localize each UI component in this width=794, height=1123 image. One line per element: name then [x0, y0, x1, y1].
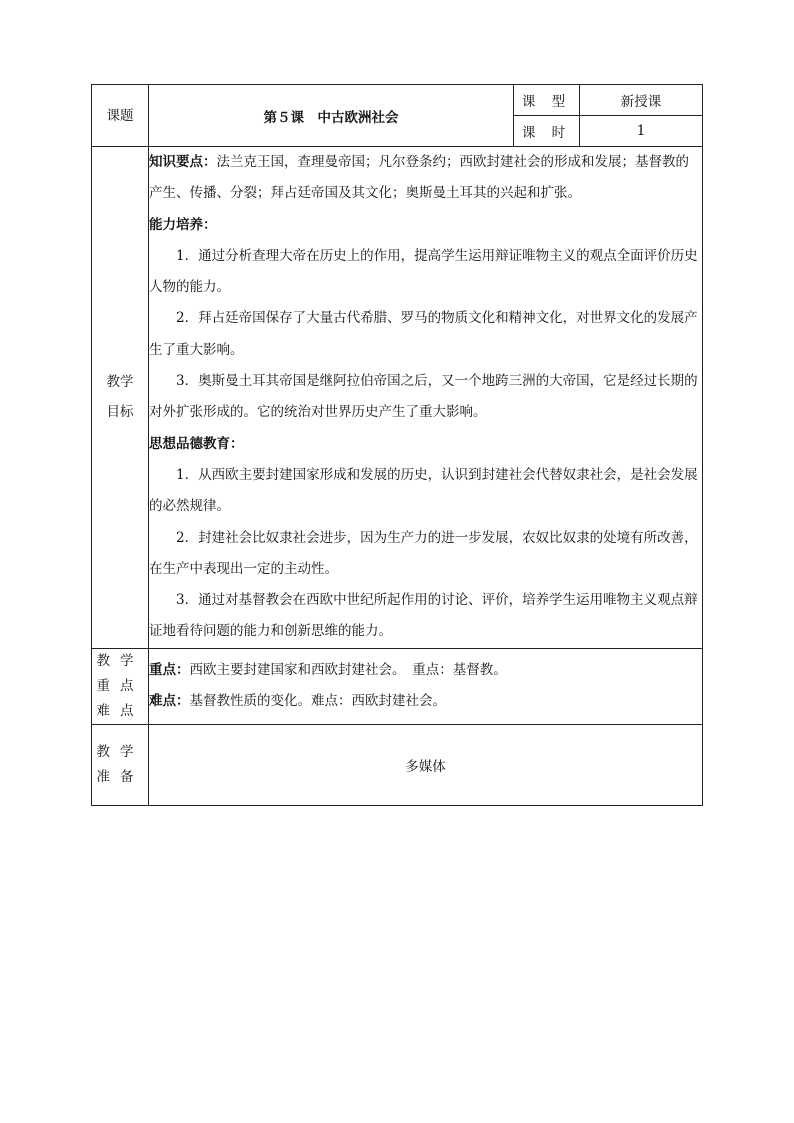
objectives-label-line: 教学 [106, 374, 134, 391]
knowledge-heading: 知识要点： [149, 154, 217, 170]
lesson-title: 第５课 中古欧洲社会 [149, 85, 514, 147]
difficult-point-text: 基督教性质的变化。难点：西欧封建社会。 [189, 693, 446, 710]
objectives-label [92, 147, 149, 649]
preparation-label-line: 准备 [96, 768, 144, 785]
key-point-heading: 重点： [149, 662, 190, 679]
preparation-label [92, 724, 149, 805]
keypoints-label [92, 648, 149, 724]
objectives-label-line: 目标 [106, 404, 134, 421]
preparation-value: 多媒体 [149, 724, 703, 805]
key-point-text: 西欧主要封建国家和西欧封建社会。 重点：基督教。 [189, 662, 507, 679]
keypoints-label-line: 教学 [96, 652, 144, 669]
difficult-point [149, 686, 702, 717]
difficult-point-heading: 难点： [149, 693, 190, 710]
keypoints-label-line: 重点 [96, 677, 144, 694]
type-value: 新授课 [580, 85, 703, 116]
ability-item: 2．拜占廷帝国保存了大量古代希腊、罗马的物质文化和精神文化，对世界文化的发展产生了重大影响。 [149, 310, 698, 358]
keypoints-row [92, 648, 703, 724]
moral-heading: 思想品德教育： [149, 435, 244, 452]
hours-value: 1 [580, 116, 703, 147]
preparation-row [92, 724, 703, 805]
key-point [149, 655, 702, 686]
ability-heading: 能力培养： [149, 216, 217, 233]
preparation-label-line: 教学 [96, 743, 144, 760]
moral-item: 3．通过对基督教会在西欧中世纪所起作用的讨论、评价，培养学生运用唯物主义观点辩证地看待问题的能力和创新思维的能力。 [149, 592, 698, 640]
knowledge-paragraph [149, 147, 702, 210]
title-label: 课题 [92, 85, 149, 147]
objectives-content [149, 147, 703, 649]
ability-item: 1．通过分析查理大帝在历史上的作用，提高学生运用辩证唯物主义的观点全面评价历史人物的能力。 [149, 247, 698, 296]
keypoints-content [149, 648, 703, 724]
keypoints-label-line: 难点 [96, 702, 144, 719]
ability-item: 3．奥斯曼土耳其帝国是继阿拉伯帝国之后，又一个地跨三洲的大帝国，它是经过长期的对外扩张形成的。它的统治对世界历史产生了重大影响。 [149, 373, 698, 421]
header-row-1 [92, 85, 703, 116]
moral-item: 1．从西欧主要封建国家形成和发展的历史，认识到封建社会代替奴隶社会，是社会发展的必然规律。 [149, 466, 698, 515]
knowledge-text: 法兰克王国，查理曼帝国；凡尔登条约；西欧封建社会的形成和发展；基督教的产生、传播、分裂；拜占廷帝国及其文化；奥斯曼土耳其的兴起和扩张。 [149, 154, 689, 202]
type-label: 课 型 [514, 85, 580, 116]
hours-label: 课 时 [514, 116, 580, 147]
objectives-row [92, 147, 703, 649]
moral-item: 2．封建社会比奴隶社会进步，因为生产力的进一步发展，农奴比奴隶的处境有所改善，在生产中表现出一定的主动性。 [149, 529, 698, 577]
lesson-plan-table [91, 84, 703, 806]
